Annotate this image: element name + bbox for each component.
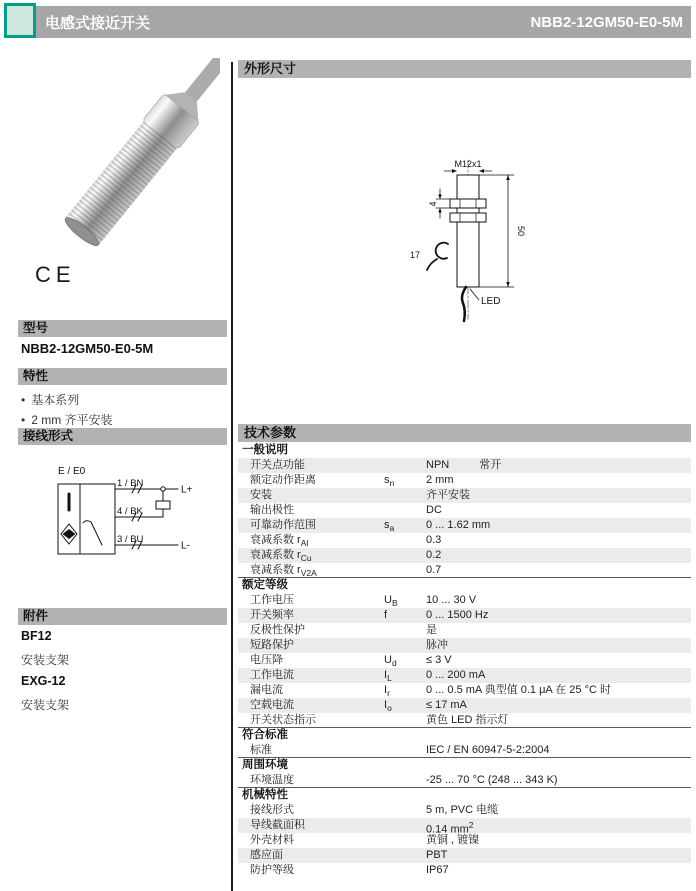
tech-row-value: PBT	[426, 849, 448, 861]
led-label: LED	[481, 296, 501, 307]
tech-row-label: 衰减系数 $r_{V2A}$	[250, 564, 317, 579]
length-dim-label: 50	[516, 225, 526, 237]
tech-row-symbol: f	[384, 609, 388, 621]
tech-row-symbol	[384, 773, 426, 788]
tech-row	[238, 698, 691, 713]
column-divider	[231, 62, 233, 891]
tech-row-value: 齐平安装	[426, 489, 470, 501]
wrench-handle-icon	[427, 259, 437, 270]
arrowhead-icon	[506, 175, 510, 180]
tech-row-value: 0.14 $mm^2$	[426, 820, 474, 836]
tech-row-label: 漏电流	[250, 684, 283, 696]
sensor-box	[58, 484, 115, 554]
tech-row-label: 空载电流	[250, 699, 294, 711]
tech-row	[238, 548, 691, 563]
tech-row-symbol	[384, 488, 426, 503]
tech-row-symbol	[384, 743, 426, 758]
tech-row	[238, 623, 691, 638]
tech-row	[238, 638, 691, 653]
hex-nut	[450, 199, 486, 208]
tech-row-label: 防护等级	[250, 864, 294, 876]
tech-row-symbol	[384, 548, 426, 563]
accessory-desc: 安装支架	[21, 698, 70, 712]
tech-row	[238, 563, 691, 578]
arrowhead-icon	[438, 195, 442, 200]
wiring-type-label: E / E0	[58, 466, 86, 477]
tech-row	[238, 743, 691, 758]
tech-row-value: 黄铜 , 镀镍	[426, 834, 480, 846]
tech-row	[238, 773, 691, 788]
tech-row-symbol	[384, 533, 426, 548]
tech-row-value: 0 ... 1500 Hz	[426, 609, 489, 621]
tech-row-symbol: $I_L$	[384, 669, 392, 684]
tech-row-value: 脉冲	[426, 639, 448, 651]
tech-row-label: 安装	[250, 489, 272, 501]
wire-bu-label: 3 / BU	[117, 534, 144, 545]
tech-row-label: 反极性保护	[250, 624, 305, 636]
tech-row-symbol	[384, 638, 426, 653]
tech-row-symbol	[384, 803, 426, 818]
feature-item	[21, 410, 113, 430]
part-number: NBB2-12GM50-E0-5M	[530, 13, 683, 31]
tech-section-row: 机械特性	[238, 788, 691, 803]
tech-row	[238, 833, 691, 848]
tech-row	[238, 473, 691, 488]
tech-row	[238, 848, 691, 863]
thread-dim-label: M12x1	[454, 159, 482, 169]
tech-row	[238, 608, 691, 623]
tech-row	[238, 713, 691, 728]
tech-row-label: 外壳材料	[250, 834, 294, 846]
tech-row-value: -25 ... 70 °C (248 ... 343 K)	[426, 774, 558, 786]
tech-row-symbol	[384, 623, 426, 638]
tech-section-row: 额定等级	[238, 578, 691, 593]
tech-row-label: 工作电压	[250, 594, 294, 606]
nut-dim-label: 4	[428, 201, 438, 207]
cable-icon	[462, 287, 466, 321]
tech-row-label: 工作电流	[250, 669, 294, 681]
terminal-lplus-label: L+	[181, 484, 193, 496]
switch-hook-icon	[83, 521, 91, 523]
arrowhead-icon	[479, 169, 484, 173]
section-heading-dimensions: 外形尺寸	[238, 60, 691, 78]
feature-item	[21, 390, 113, 410]
tech-row-symbol	[384, 818, 426, 833]
tech-row-value: ≤ 3 V	[426, 654, 452, 666]
arrowhead-icon	[506, 282, 510, 287]
feature-text: 2 mm 齐平安装	[31, 413, 113, 427]
tech-section-row: 周围环境	[238, 758, 691, 773]
tech-row	[238, 488, 691, 503]
tech-row-symbol	[384, 863, 426, 878]
tech-row-symbol	[384, 458, 426, 473]
tech-row	[238, 653, 691, 668]
dimension-drawing	[396, 155, 546, 323]
tech-row-label: 衰减系数 $r_{Cu}$	[250, 549, 312, 564]
section-heading-model: 型号	[18, 320, 227, 337]
tech-row-symbol: $I_o$	[384, 699, 392, 714]
tech-row	[238, 818, 691, 836]
model-value: NBB2-12GM50-E0-5M	[21, 341, 154, 356]
accessory-name: EXG-12	[21, 674, 66, 688]
bullet-icon: •	[21, 413, 26, 427]
tech-section-row: 符合标准	[238, 728, 691, 743]
wrench-size-label: 17	[410, 250, 421, 260]
tech-row-label: 衰减系数 $r_{Al}$	[250, 534, 309, 549]
tech-row-value: 10 ... 30 V	[426, 594, 477, 606]
tech-row-value: DC	[426, 504, 442, 516]
ce-mark: CE	[35, 262, 76, 287]
section-heading-tech: 技术参数	[238, 424, 691, 442]
section-heading-connection: 接线形式	[18, 428, 227, 445]
tech-row-symbol: $U_d$	[384, 654, 397, 669]
page-title: 电感式接近开关	[45, 14, 151, 32]
accessory-desc: 安装支架	[21, 653, 70, 667]
tech-row-label: 开关频率	[250, 609, 294, 621]
led-leader-line	[470, 289, 479, 300]
wire-bk-label: 4 / BK	[117, 506, 143, 517]
tech-row-label: 短路保护	[250, 639, 294, 651]
wrench-icon	[436, 243, 448, 259]
feature-text: 基本系列	[31, 393, 80, 407]
tech-row-value: 0 ... 1.62 mm	[426, 519, 491, 531]
tech-row-value: IP67	[426, 864, 449, 876]
tech-section-row: 一般说明	[242, 444, 288, 456]
tech-row-symbol	[384, 563, 426, 578]
tech-row	[238, 518, 691, 533]
tech-row-label: 额定动作距离	[250, 474, 316, 486]
tech-row-value: 0.7	[426, 564, 442, 576]
brand-badge-icon	[4, 3, 36, 38]
arrowhead-icon	[452, 169, 457, 173]
tech-row	[238, 683, 691, 698]
tech-row-symbol	[384, 503, 426, 518]
tech-row-value: ≤ 17 mA	[426, 699, 467, 711]
tech-row-value: 2 mm	[426, 474, 454, 486]
tech-row-value: IEC / EN 60947-5-2:2004	[426, 744, 550, 756]
tech-row-label: 接线形式	[250, 804, 294, 816]
tech-row-value: 黄色 LED 指示灯	[426, 714, 509, 726]
section-heading-accessories: 附件	[18, 608, 227, 625]
sensor-outline	[457, 175, 479, 287]
page-header	[5, 6, 691, 38]
tech-row-value: 0 ... 0.5 mA 典型值 0.1 μA 在 25 °C 时	[426, 684, 611, 696]
tech-row-label: 导线截面积	[250, 819, 305, 831]
section-heading-features: 特性	[18, 368, 227, 385]
wire-bn-label: 1 / BN	[117, 478, 144, 489]
accessory-name: BF12	[21, 629, 52, 643]
tech-row-label: 标准	[250, 744, 272, 756]
tech-row-value: NPN 常开	[426, 459, 502, 471]
tech-row-label: 开关点功能	[250, 459, 305, 471]
tech-row-label: 环境温度	[250, 774, 294, 786]
tech-row	[238, 503, 691, 518]
tech-row	[238, 458, 691, 473]
tech-row-value: 5 m, PVC 电缆	[426, 804, 499, 816]
arrowhead-icon	[438, 208, 442, 213]
tech-row-symbol: $U_B$	[384, 594, 398, 609]
tech-row-label: 开关状态指示	[250, 714, 316, 726]
switch-contact-icon	[91, 522, 102, 545]
tech-row-symbol	[384, 713, 426, 728]
tech-row-symbol: $s_n$	[384, 474, 395, 489]
tech-row-value: 0 ... 200 mA	[426, 669, 486, 681]
tech-row-symbol: $s_a$	[384, 519, 395, 534]
tech-row-label: 输出极性	[250, 504, 294, 516]
bullet-icon: •	[21, 393, 26, 407]
terminal-lminus-label: L-	[181, 540, 190, 552]
tech-row	[238, 863, 691, 878]
tech-row-symbol: $I_r$	[384, 684, 390, 699]
tech-row-value2: 常开	[479, 459, 502, 471]
tech-row-value: 0.3	[426, 534, 442, 546]
tech-row	[238, 803, 691, 818]
tech-row	[238, 668, 691, 683]
load-resistor-icon	[156, 501, 170, 509]
tech-row	[238, 593, 691, 608]
feature-list	[21, 390, 113, 430]
tech-row-label: 感应面	[250, 849, 283, 861]
tech-row	[238, 533, 691, 548]
tech-row-value: 是	[426, 624, 437, 636]
tech-row-label: 电压降	[250, 654, 283, 666]
tech-row-symbol	[384, 848, 426, 863]
tech-table	[238, 443, 691, 878]
tech-row-label: 可靠动作范围	[250, 519, 316, 531]
wiring-diagram	[36, 458, 211, 593]
hex-nut	[450, 213, 486, 222]
tech-row-symbol	[384, 833, 426, 848]
tech-row-value: 0.2	[426, 549, 442, 561]
